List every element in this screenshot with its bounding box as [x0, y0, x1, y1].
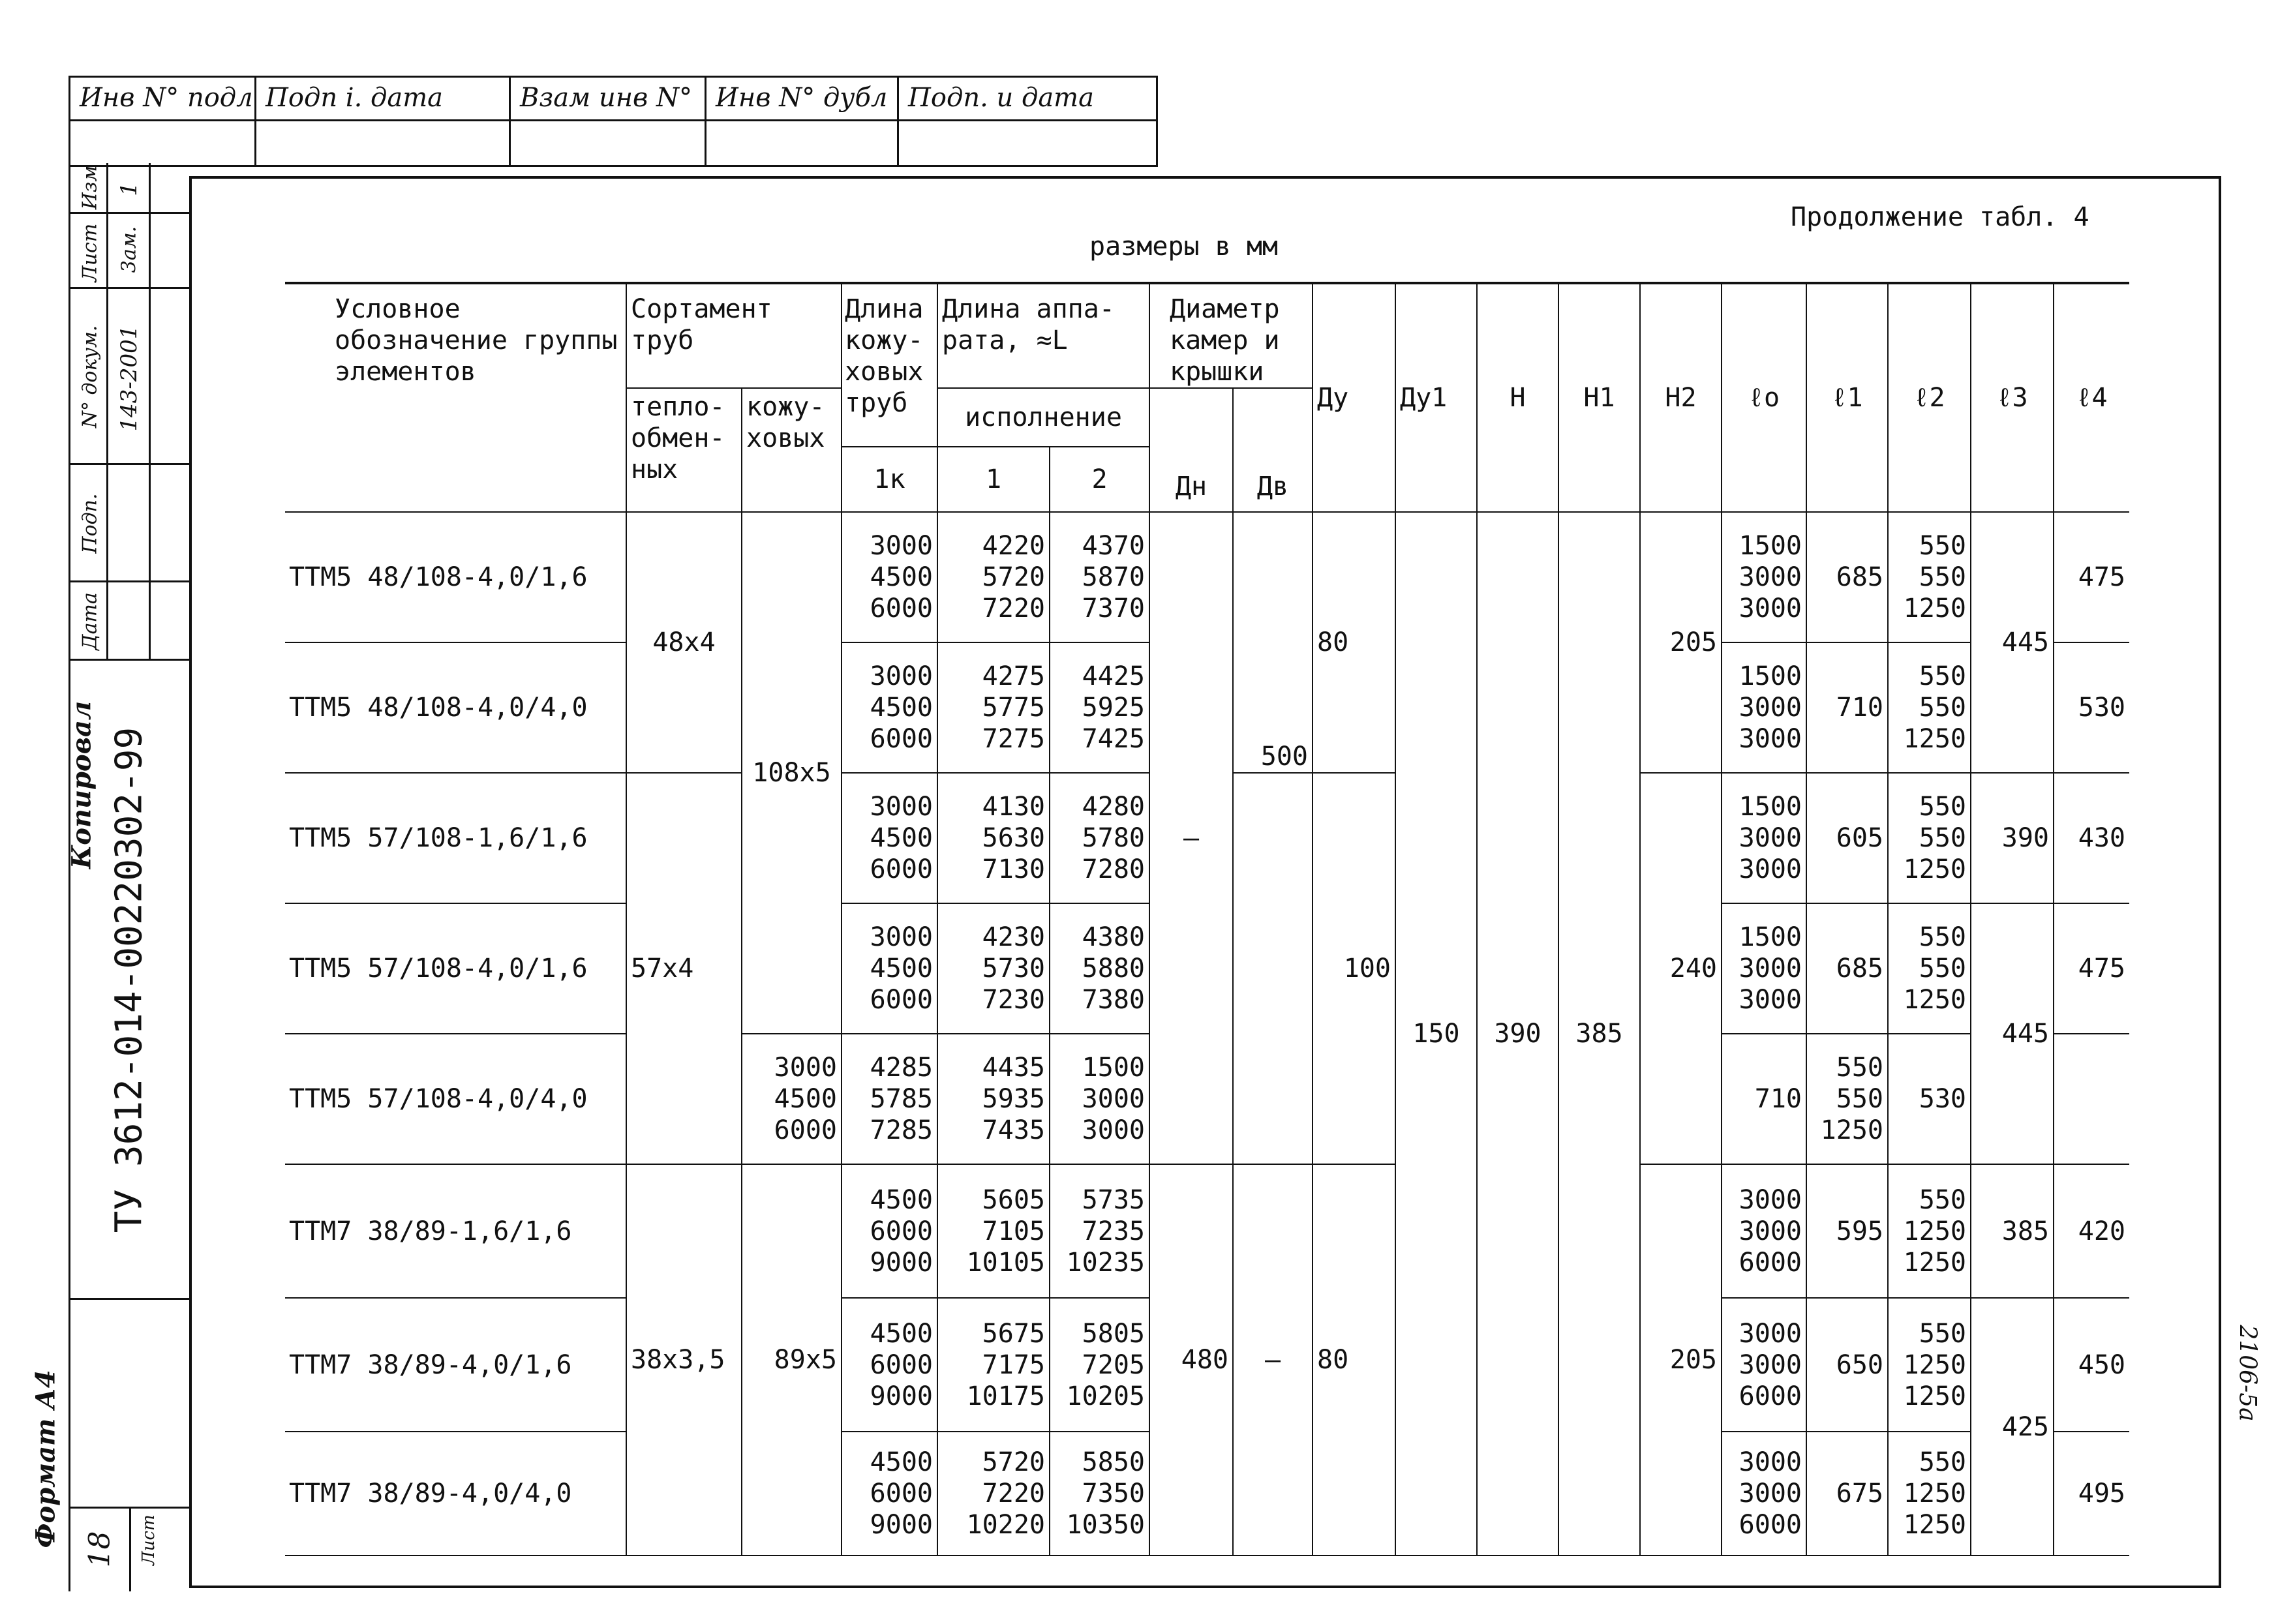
- l2-cell: 550 1250 1250: [1888, 1164, 1971, 1298]
- shell-length-cell: 3000 4500 6000: [842, 773, 937, 903]
- du-80: 80: [1313, 1164, 1395, 1556]
- stamp-label: Инв N° дубл: [716, 83, 888, 113]
- header-l4: ℓ4: [2054, 283, 2129, 512]
- l1-cell: 710: [1806, 642, 1888, 773]
- h-390: 390: [1477, 512, 1558, 1556]
- l3-425: 425: [1971, 1298, 2054, 1556]
- dv-500: 500: [1233, 512, 1313, 773]
- h2-240: 240: [1640, 773, 1722, 1164]
- shell-length-cell: 4500 6000 9000: [842, 1164, 937, 1298]
- sheet-label: Лист: [139, 1514, 159, 1565]
- shell-length-cell: 3000 4500 6000: [842, 642, 937, 773]
- header-du: Ду: [1313, 283, 1395, 512]
- l3-445: 445: [1971, 512, 2054, 773]
- copied-label: Копировал: [66, 700, 97, 869]
- table-row: [285, 1164, 2129, 1298]
- l4-cell: 530: [1888, 1034, 1971, 1164]
- header-exec-1: 1: [937, 447, 1050, 512]
- l0-cell: 1500 3000 3000: [1722, 642, 1806, 773]
- header-apparatus-length: Длина аппа-рата, ≈L: [937, 283, 1149, 388]
- l0-cell: 3000 3000 6000: [1722, 1298, 1806, 1432]
- l4-cell: 495: [2054, 1432, 2129, 1556]
- shell-89: 89x5: [742, 1164, 842, 1556]
- stamp-label: Подп і. дата: [266, 83, 443, 113]
- dn-480: 480: [1149, 1164, 1233, 1556]
- stamp-cell-vzam-inv: [511, 78, 706, 167]
- header-shell-length-sub: 1к: [842, 447, 937, 512]
- stamp-block: [68, 76, 1158, 167]
- stamp-label: Взам инв N°: [520, 83, 693, 113]
- l1-cell: 685: [1806, 512, 1888, 642]
- revision-value-list: 3ам.: [117, 226, 141, 273]
- tube-48: 48x4: [626, 512, 742, 773]
- header-l0: ℓо: [1722, 283, 1806, 512]
- exec2-cell: 4280 5780 7280: [1050, 773, 1149, 903]
- l0-cell: 1500 3000 3000: [1722, 512, 1806, 642]
- l4-cell: 530: [2054, 642, 2129, 773]
- l1-cell: 675: [1806, 1432, 1888, 1556]
- format-label: Формат А4: [30, 1370, 61, 1548]
- header-h2: Н2: [1640, 283, 1722, 512]
- exec2-cell: 5850 7350 10350: [1050, 1432, 1149, 1556]
- header-du1: Ду1: [1395, 283, 1477, 512]
- header-assortment: Сортамент труб: [626, 283, 842, 388]
- l0-cell: 1500 3000 3000: [1722, 903, 1806, 1034]
- dn-dash: –: [1149, 512, 1233, 1164]
- header-shell: кожу-ховых: [742, 388, 842, 512]
- revision-label-izm: Изм: [78, 165, 102, 210]
- header-h: Н: [1477, 283, 1558, 512]
- tube-38: 38x3,5: [626, 1164, 742, 1556]
- h2-205: 205: [1640, 512, 1722, 773]
- du-100: 100: [1313, 773, 1395, 1164]
- exec1-cell: 4230 5730 7230: [937, 903, 1050, 1034]
- stamp-cell-podp-i-data: [899, 78, 1158, 167]
- shell-length-cell: 3000 4500 6000: [742, 1034, 842, 1164]
- dv-blank: [1233, 773, 1313, 1164]
- document-code: ТУ 3612-014-00220302-99: [108, 727, 151, 1233]
- exec2-cell: 4370 5870 7370: [1050, 512, 1149, 642]
- header-l1: ℓ1: [1806, 283, 1888, 512]
- row-designation: ТТМ7 38/89-4,0/1,6: [285, 1298, 626, 1432]
- l0-cell: 3000 3000 6000: [1722, 1432, 1806, 1556]
- revision-label-data: Дата: [78, 592, 102, 650]
- l3-390: 390: [1971, 773, 2054, 903]
- stamp-cell-podp-data: [256, 78, 511, 167]
- du-80: 80: [1313, 512, 1395, 773]
- header-diameter: Диаметр камер и крышки: [1149, 283, 1313, 388]
- revision-label-list: Лист: [78, 223, 102, 282]
- units-note: размеры в мм: [1089, 232, 1278, 262]
- shell-108: 108x5: [742, 512, 842, 1034]
- h2-205: 205: [1640, 1164, 1722, 1556]
- l4-cell: 475: [2054, 512, 2129, 642]
- row-designation: ТТМ5 57/108-4,0/1,6: [285, 903, 626, 1034]
- header-l2: ℓ2: [1888, 283, 1971, 512]
- row-designation: ТТМ7 38/89-4,0/4,0: [285, 1432, 626, 1556]
- l0-cell: 1500 3000 3000: [1050, 1034, 1149, 1164]
- l2-cell: 550 550 1250: [1888, 512, 1971, 642]
- l2-cell: 550 1250 1250: [1888, 1432, 1971, 1556]
- exec1-cell: 4130 5630 7130: [937, 773, 1050, 903]
- header-designation: Условное обозначение группы элементов: [285, 283, 626, 512]
- header-execution: исполнение: [937, 388, 1149, 447]
- shell-length-cell: 4500 6000 9000: [842, 1298, 937, 1432]
- revision-value-izm: 1: [116, 182, 142, 196]
- row-designation: ТТМ7 38/89-1,6/1,6: [285, 1164, 626, 1298]
- exec2-cell: 5805 7205 10205: [1050, 1298, 1149, 1432]
- revision-value-doc: 143-2001: [116, 325, 142, 432]
- l1-cell: 650: [1806, 1298, 1888, 1432]
- l2-cell: 550 550 1250: [1888, 903, 1971, 1034]
- header-shell-length: Длина кожу-ховых труб: [842, 283, 937, 447]
- exec2-cell: 4435 5935 7435: [937, 1034, 1050, 1164]
- l1-cell: 595: [1806, 1164, 1888, 1298]
- stamp-cell-inv-podl: [70, 78, 256, 167]
- exec1-cell: 4285 5785 7285: [842, 1034, 937, 1164]
- l1-cell: 605: [1806, 773, 1888, 903]
- exec1-cell: 4275 5775 7275: [937, 642, 1050, 773]
- stamp-cell-inv-dubl: [706, 78, 899, 167]
- exec1-cell: 4220 5720 7220: [937, 512, 1050, 642]
- right-margin-note: 2106-5а: [2234, 1325, 2261, 1422]
- shell-length-cell: 3000 4500 6000: [842, 512, 937, 642]
- exec1-cell: 5605 7105 10105: [937, 1164, 1050, 1298]
- du1-150: 150: [1395, 512, 1477, 1556]
- l1-cell: 685: [1806, 903, 1888, 1034]
- tube-57: 57x4: [626, 773, 742, 1164]
- l4-cell: 420: [2054, 1164, 2129, 1298]
- revision-label-doc: N° докум.: [78, 325, 102, 429]
- header-dn: Дн: [1149, 388, 1233, 512]
- exec2-cell: 4425 5925 7425: [1050, 642, 1149, 773]
- l2-cell: 550 550 1250: [1888, 642, 1971, 773]
- table-row: [285, 512, 2129, 642]
- l4-cell: 475: [2054, 903, 2129, 1034]
- l4-cell: 430: [2054, 773, 2129, 903]
- dv-dash: –: [1233, 1164, 1313, 1556]
- data-table: [285, 282, 2129, 1556]
- shell-length-cell: 3000 4500 6000: [842, 903, 937, 1034]
- header-dv: Дв: [1233, 388, 1313, 512]
- exec1-cell: 5720 7220 10220: [937, 1432, 1050, 1556]
- l2-cell: 550 550 1250: [1806, 1034, 1888, 1164]
- row-designation: ТТМ5 48/108-4,0/4,0: [285, 642, 626, 773]
- l3-385: 385: [1971, 1164, 2054, 1298]
- stamp-label: Подп. и дата: [908, 83, 1094, 113]
- h1-385: 385: [1558, 512, 1640, 1556]
- row-designation: ТТМ5 57/108-1,6/1,6: [285, 773, 626, 903]
- header-exec-2: 2: [1050, 447, 1149, 512]
- table-continuation: Продолжение табл. 4: [1791, 202, 2089, 232]
- revision-label-podp: Подп.: [78, 493, 102, 554]
- header-h1: Н1: [1558, 283, 1640, 512]
- shell-length-cell: 4500 6000 9000: [842, 1432, 937, 1556]
- header-l3: ℓ3: [1971, 283, 2054, 512]
- l3-445: 445: [1971, 903, 2054, 1164]
- exec1-cell: 5675 7175 10175: [937, 1298, 1050, 1432]
- stamp-label: Инв N° подл: [80, 83, 253, 113]
- revision-block: [70, 163, 191, 659]
- l2-cell: 550 550 1250: [1888, 773, 1971, 903]
- row-designation: ТТМ5 57/108-4,0/4,0: [285, 1034, 626, 1164]
- l2-cell: 550 1250 1250: [1888, 1298, 1971, 1432]
- l0-cell: 3000 3000 6000: [1722, 1164, 1806, 1298]
- row-designation: ТТМ5 48/108-4,0/1,6: [285, 512, 626, 642]
- l4-cell: 450: [2054, 1298, 2129, 1432]
- header-heat-exchange: тепло-обмен-ных: [626, 388, 742, 512]
- l0-cell: 1500 3000 3000: [1722, 773, 1806, 903]
- exec2-cell: 4380 5880 7380: [1050, 903, 1149, 1034]
- exec2-cell: 5735 7235 10235: [1050, 1164, 1149, 1298]
- sheet-number: 18: [83, 1531, 117, 1568]
- l1-cell: 710: [1722, 1034, 1806, 1164]
